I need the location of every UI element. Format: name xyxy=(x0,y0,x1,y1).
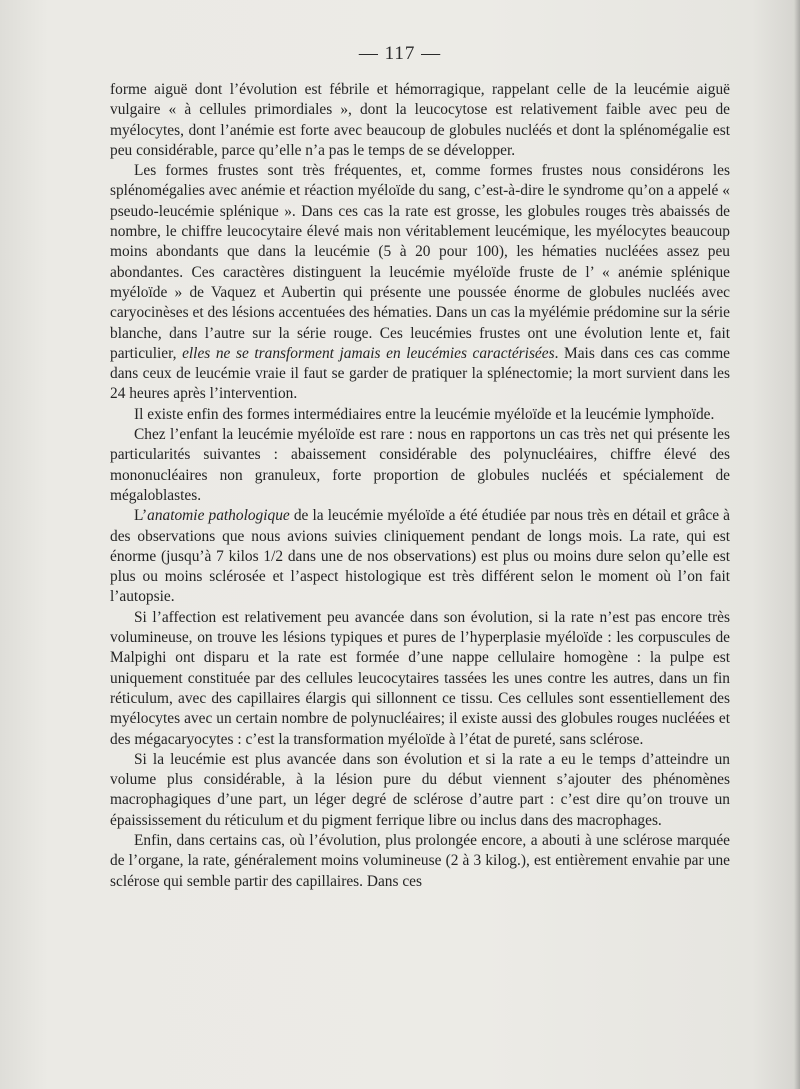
text-segment: L’ xyxy=(134,507,148,525)
text-segment: Si la leucémie est plus avancée dans son évolution et si la rate a eu le temps d’atteindre un volume plus considérable, à la lésion pure du début viennent s’ajouter des phénomènes macrophagiques d’une part, un léger degré de sclérose d’autre part : c’est dire qu’on trouve un épaississement du réticulum et du pigment ferrique libre ou inclus dans des macrophages. xyxy=(110,750,730,829)
paragraph-p1 xyxy=(110,80,730,161)
paragraph-p4 xyxy=(110,425,730,506)
text-segment: Si l’affection est relativement peu avancée dans son évolution, si la rate n’est pas encore très volumineuse, on trouve les lésions typiques et pures de l’hyperplasie myéloïde : les corpuscules de Malpighi ont disparu et la rate est formée d’une nappe cellulaire homogène : la pulpe est uniquement constituée par des cellules leucocytaires tassées les unes contre les autres, dans un fin réticulum, avec des capillaires élargis qui sillonnent ce tissu. Ces cellules sont essentiellement des myélocytes avec un certain nombre de polynucléaires; il existe aussi des globules rouges nucléées et des mégacaryocytes : c’est la transformation myéloïde à l’état de pureté, sans sclérose. xyxy=(110,608,730,748)
text-segment: Chez l’enfant la leucémie myéloïde est rare : nous en rapportons un cas très net qui présente les particularités suivantes : abaissement considérable des polynucléaires, chiffre élevé des mononucléaires non granuleux, forte proportion de globules nucléés et spécialement de mégaloblastes. xyxy=(110,426,730,504)
text-segment: Les formes frustes sont très fréquentes, et, comme formes frustes nous considérons les splénomégalies avec anémie et réaction myéloïde du sang, c’est-à-dire le syndrome qu’on a appelé « pseudo-leucémie splénique ». Dans ces cas la rate est grosse, les globules rouges très abaissés de nombre, le chiffre leucocytaire élevé mais non véritablement leucémique, les myélocytes beaucoup moins abondants que dans la leucémie (5 à 20 pour 100), les hématies nucléées assez peu abondantes. Ces caractères distinguent la leucémie myéloïde fruste de l’ « anémie splénique myéloïde » de Vaquez et Aubertin qui présente une poussée énorme de globules nucléés avec caryocinèses et des lésions accentuées des hématies. Dans un cas la myélémie prédomine sur la série blanche, dans l’autre sur la série rouge. Ces leucémies frustes ont une évolution lente et, fait particulier, xyxy=(110,162,730,362)
paragraph-p3 xyxy=(110,405,730,425)
page-edge-shadow xyxy=(794,0,800,1089)
italic-text: anatomie pathologique xyxy=(147,507,290,525)
page-number: — 117 — xyxy=(358,43,442,64)
paragraph-p6 xyxy=(110,608,730,750)
text-segment: . Mais dans ces cas comme dans ceux de leucémie vraie il faut se garder de pratiquer la splénectomie; la mort survient dans les 24 heures après l’intervention. xyxy=(110,344,730,403)
paragraph-p5 xyxy=(110,506,730,607)
paragraph-p2 xyxy=(110,161,730,405)
paragraph-p8 xyxy=(110,831,730,892)
paragraph-p7 xyxy=(110,750,730,831)
text-segment: Il existe enfin des formes intermédiaires entre la leucémie myéloïde et la leucémie lymphoïde. xyxy=(134,405,715,423)
text-segment: de la leucémie myéloïde a été étudiée par nous très en détail et grâce à des observations que nous avions suivies cliniquement pendant de longs mois. La rate, qui est énorme (jusqu’à 7 kilos 1/2 dans une de nos observations) est plus ou moins dure selon qu’elle est plus ou moins sclérosée et l’aspect histologique est très différent selon le moment où l’on fait l’autopsie. xyxy=(110,507,731,606)
text-segment: forme aiguë dont l’évolution est fébrile et hémorragique, rappelant celle de la leucémie aiguë vulgaire « à cellules primordiales », dont la leucocytose est relativement faible avec peu de myélocytes, dont l’anémie est forte avec beaucoup de globules nucléés et dont la splénomégalie est peu considérable, parce qu’elle n’a pas le temps de se développer. xyxy=(110,81,730,159)
text-segment: Enfin, dans certains cas, où l’évolution, plus prolongée encore, a abouti à une sclérose marquée de l’organe, la rate, généralement moins volumineuse (2 à 3 kilog.), est entièrement envahie par une sclérose qui semble partir des capillaires. Dans ces xyxy=(110,831,730,890)
italic-text: elles ne se transforment jamais en leucémies caractérisées xyxy=(182,344,555,362)
body-text xyxy=(110,80,730,892)
